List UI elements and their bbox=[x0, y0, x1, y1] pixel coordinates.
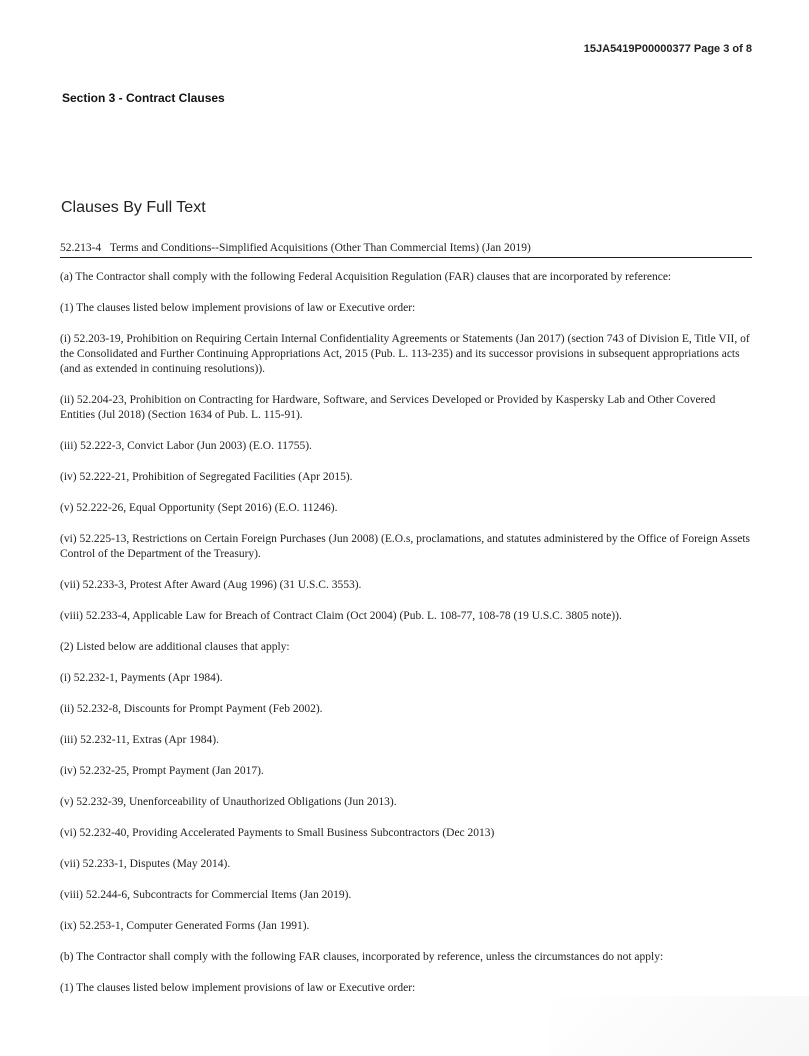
paragraph: (v) 52.222-26, Equal Opportunity (Sept 2016) (E.O. 11246). bbox=[60, 502, 338, 514]
clauses-heading: Clauses By Full Text bbox=[61, 199, 206, 216]
paragraph: (1) The clauses listed below implement provisions of law or Executive order: bbox=[60, 302, 416, 314]
page-current: 3 bbox=[723, 43, 730, 55]
paragraph: (viii) 52.244-6, Subcontracts for Commercial Items (Jan 2019). bbox=[60, 889, 352, 901]
scan-shading bbox=[549, 996, 809, 1056]
paragraph: (ii) 52.232-8, Discounts for Prompt Payment (Feb 2002). bbox=[60, 703, 323, 715]
paragraph: (iv) 52.222-21, Prohibition of Segregated Facilities (Apr 2015). bbox=[60, 471, 353, 483]
document-id: 15JA5419P00000377 bbox=[583, 43, 691, 55]
clause-title-text: Terms and Conditions--Simplified Acquisitions (Other Than Commercial Items) (Jan 2019) bbox=[109, 242, 531, 254]
page-label: Page bbox=[693, 43, 721, 55]
paragraph: (viii) 52.233-4, Applicable Law for Breach of Contract Claim (Oct 2004) (Pub. L. 108-77, 108-78 (19 U.S.C. 3805 note)). bbox=[60, 610, 622, 622]
page-header bbox=[584, 43, 752, 55]
page-total: 8 bbox=[745, 43, 752, 55]
clause-body bbox=[60, 270, 752, 1012]
paragraph: (iii) 52.232-11, Extras (Apr 1984). bbox=[60, 734, 219, 746]
of-label: of bbox=[732, 43, 743, 55]
paragraph: (vii) 52.233-1, Disputes (May 2014). bbox=[60, 858, 231, 870]
paragraph: (ix) 52.253-1, Computer Generated Forms (Jan 1991). bbox=[60, 920, 310, 932]
paragraph: (2) Listed below are additional clauses that apply: bbox=[60, 641, 290, 653]
clause-number: 52.213-4 bbox=[60, 242, 102, 254]
paragraph: (v) 52.232-39, Unenforceability of Unauthorized Obligations (Jun 2013). bbox=[60, 796, 397, 808]
section-title: Section 3 - Contract Clauses bbox=[62, 91, 225, 105]
paragraph: (iv) 52.232-25, Prompt Payment (Jan 2017). bbox=[60, 765, 264, 777]
paragraph: (b) The Contractor shall comply with the following FAR clauses, incorporated by reference, unless the circumstances do not apply: bbox=[60, 951, 664, 963]
paragraph: (vi) 52.225-13, Restrictions on Certain Foreign Purchases (Jun 2008) (E.O.s, proclamations, and statutes administered by the Office of Foreign Assets Control of the Department of the Treasury). bbox=[60, 533, 750, 560]
clause-title bbox=[60, 242, 752, 258]
paragraph: (iii) 52.222-3, Convict Labor (Jun 2003) (E.O. 11755). bbox=[60, 440, 312, 452]
paragraph: (ii) 52.204-23, Prohibition on Contracting for Hardware, Software, and Services Developed or Provided by Kaspersky Lab and Other Covered Entities (Jul 2018) (Section 1634 of Pub. L. 115-91). bbox=[60, 394, 716, 421]
paragraph: (a) The Contractor shall comply with the following Federal Acquisition Regulation (FAR) clauses that are incorporated by reference: bbox=[60, 271, 672, 283]
paragraph: (i) 52.203-19, Prohibition on Requiring Certain Internal Confidentiality Agreements or Statements (Jan 2017) (section 743 of Division E, Title VII, of the Consolidated and Further Continuing Appropriations Act, 2015 (Pub. L. 113-235) and its successor provisions in subsequent appropriations acts (and as extended in continuing resolutions)). bbox=[60, 333, 750, 375]
paragraph: (vii) 52.233-3, Protest After Award (Aug 1996) (31 U.S.C. 3553). bbox=[60, 579, 362, 591]
paragraph: (vi) 52.232-40, Providing Accelerated Payments to Small Business Subcontractors (Dec 2013) bbox=[60, 827, 495, 839]
paragraph: (1) The clauses listed below implement provisions of law or Executive order: bbox=[60, 982, 416, 994]
paragraph: (i) 52.232-1, Payments (Apr 1984). bbox=[60, 672, 223, 684]
